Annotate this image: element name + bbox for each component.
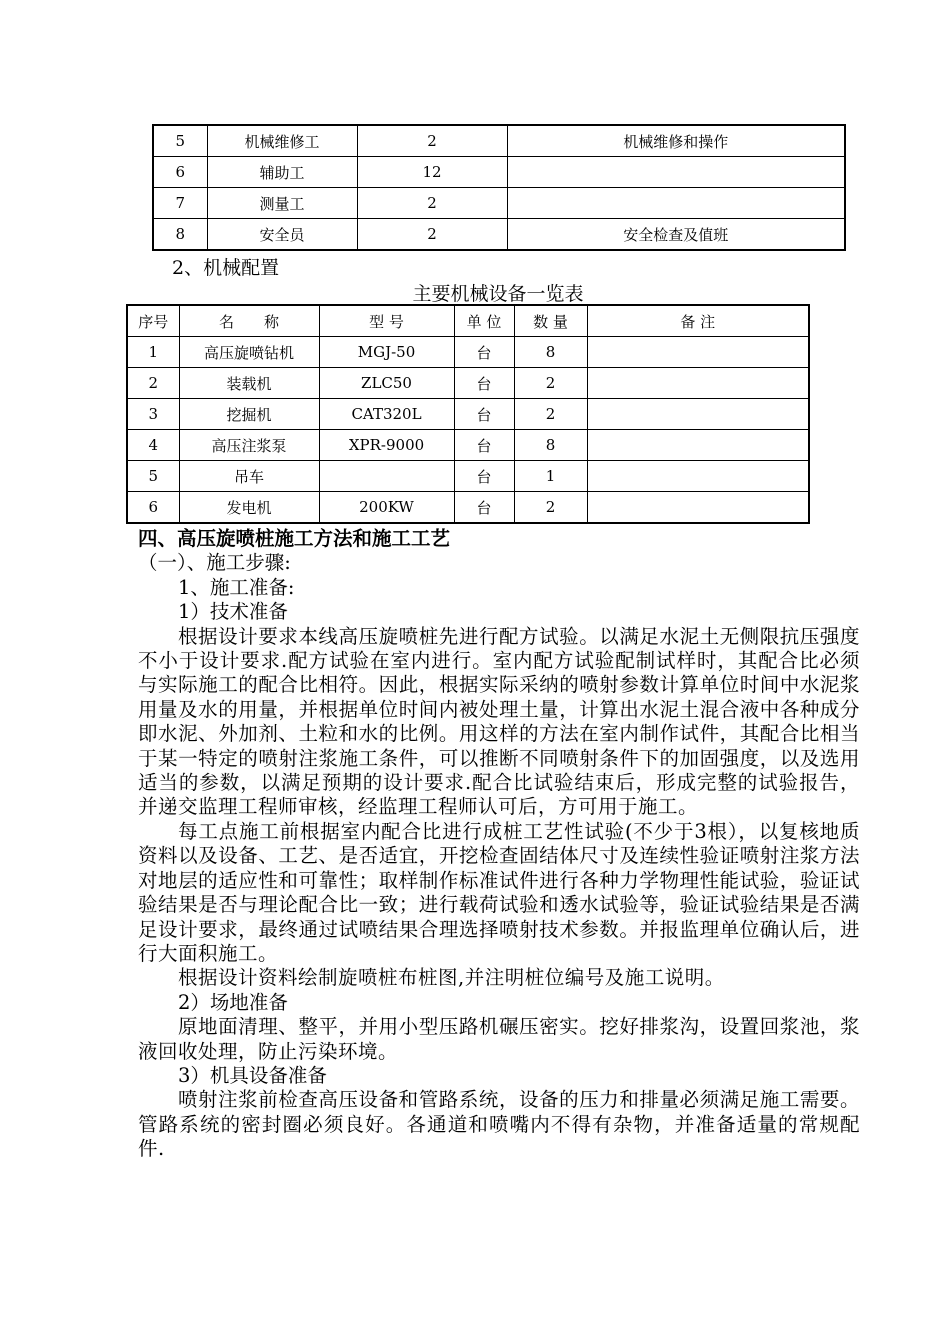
table-cell: 辅助工 <box>207 157 357 188</box>
table-cell: 1 <box>514 461 587 492</box>
site-prep-paragraph: 原地面清理、整平，并用小型压路机碾压密实。挖好排浆沟，设置回浆池，浆液回收处理，防止污染环境。 <box>138 1015 860 1063</box>
table-cell: ZLC50 <box>319 368 454 399</box>
table-cell: 2 <box>127 368 179 399</box>
table-row <box>153 125 845 157</box>
table-cell: 8 <box>153 219 207 251</box>
table-cell <box>587 430 809 461</box>
table-cell: MGJ-50 <box>319 337 454 368</box>
column-header: 单 位 <box>454 305 514 337</box>
table-cell <box>587 337 809 368</box>
table-cell: 发电机 <box>179 492 319 524</box>
table-cell: 8 <box>514 337 587 368</box>
table-row <box>127 492 809 524</box>
table-header-row <box>127 305 809 337</box>
step-title: 1、施工准备: <box>178 575 295 599</box>
table-cell: 2 <box>514 399 587 430</box>
table-cell: 台 <box>454 461 514 492</box>
table-cell: 2 <box>514 368 587 399</box>
table-cell: 安全员 <box>207 219 357 251</box>
table-row <box>153 219 845 251</box>
table-cell <box>507 157 845 188</box>
table-cell: 6 <box>127 492 179 524</box>
table-cell: 挖掘机 <box>179 399 319 430</box>
column-header: 名 称 <box>179 305 319 337</box>
table-row <box>127 430 809 461</box>
table-cell: 2 <box>514 492 587 524</box>
table-cell <box>587 399 809 430</box>
table-cell: 5 <box>153 125 207 157</box>
table-cell: 7 <box>153 188 207 219</box>
table-cell: 6 <box>153 157 207 188</box>
table-cell: 2 <box>357 125 507 157</box>
machinery-heading: 2、机械配置 <box>172 257 280 279</box>
table-cell: 3 <box>127 399 179 430</box>
machinery-table <box>126 304 810 524</box>
table-cell: 测量工 <box>207 188 357 219</box>
tech-prep-paragraph-2: 每工点施工前根据室内配合比进行成桩工艺性试验(不少于3根），以复核地质资料以及设备、工艺、是否适宜，开挖检查固结体尺寸及连续性验证喷射注浆方法对地层的适应性和可靠性；取样制作标准试件进行各种力学物理性能试验，验证试验结果是否与理论配合比一致；进行载荷试验和透水试验等，验证试验结果是否满足设计要求，最终通过试喷结果合理选择喷射技术参数。并报监理单位确认后，进行大面积施工。 <box>138 819 860 965</box>
column-header: 型 号 <box>319 305 454 337</box>
table-cell: 台 <box>454 430 514 461</box>
equipment-prep-title: 3）机具设备准备 <box>178 1063 327 1087</box>
table-cell <box>587 492 809 524</box>
table-row <box>127 368 809 399</box>
table-cell: 台 <box>454 492 514 524</box>
table-cell: 5 <box>127 461 179 492</box>
table-row <box>127 461 809 492</box>
table-row <box>127 337 809 368</box>
tech-prep-paragraph-1: 根据设计要求本线高压旋喷桩先进行配方试验。以满足水泥土无侧限抗压强度不小于设计要求.配方试验在室内进行。室内配方试验配制试样时，其配合比必须与实际施工的配合比相符。因此，根据实际采纳的喷射参数计算单位时间中水泥浆用量及水的用量，并根据单位时间内被处理土量，计算出水泥土混合液中各种成分即水泥、外加剂、土粒和水的比例。用这样的方法在室内制作试件，其配合比相当于某一特定的喷射注浆施工条件，可以推断不同喷射条件下的加固强度，以及选用适当的参数，以满足预期的设计要求.配合比试验结束后，形成完整的试验报告，并递交监理工程师审核，经监理工程师认可后，方可用于施工。 <box>138 624 860 819</box>
table-cell: 12 <box>357 157 507 188</box>
section-body <box>138 527 860 1162</box>
subsection-title: （一）、施工步骤: <box>138 551 291 575</box>
table-cell: 2 <box>357 188 507 219</box>
table-cell <box>587 368 809 399</box>
table-cell: 装载机 <box>179 368 319 399</box>
table-cell: 台 <box>454 337 514 368</box>
table-cell: 1 <box>127 337 179 368</box>
table-cell: 高压旋喷钻机 <box>179 337 319 368</box>
table-cell: 8 <box>514 430 587 461</box>
table-cell: 吊车 <box>179 461 319 492</box>
table-cell: 机械维修和操作 <box>507 125 845 157</box>
table-cell: 安全检查及值班 <box>507 219 845 251</box>
column-header: 备 注 <box>587 305 809 337</box>
table-cell: 台 <box>454 368 514 399</box>
staff-table <box>152 124 846 251</box>
table-cell <box>507 188 845 219</box>
machinery-table-caption: 主要机械设备一览表 <box>412 283 584 305</box>
table-cell: 机械维修工 <box>207 125 357 157</box>
table-cell: XPR-9000 <box>319 430 454 461</box>
tech-prep-title: 1）技术准备 <box>178 600 288 624</box>
table-row <box>127 399 809 430</box>
table-cell: 2 <box>357 219 507 251</box>
table-row <box>153 157 845 188</box>
table-cell <box>319 461 454 492</box>
column-header: 序号 <box>127 305 179 337</box>
table-cell <box>587 461 809 492</box>
table-row <box>153 188 845 219</box>
tech-prep-paragraph-3: 根据设计资料绘制旋喷桩布桩图,并注明桩位编号及施工说明。 <box>178 966 725 990</box>
site-prep-title: 2）场地准备 <box>178 990 288 1014</box>
table-cell: 200KW <box>319 492 454 524</box>
table-cell: CAT320L <box>319 399 454 430</box>
section-title: 四、高压旋喷桩施工方法和施工工艺 <box>138 527 451 550</box>
table-cell: 台 <box>454 399 514 430</box>
table-cell: 高压注浆泵 <box>179 430 319 461</box>
equipment-prep-paragraph: 喷射注浆前检查高压设备和管路系统，设备的压力和排量必须满足施工需要。管路系统的密封圈必须良好。各通道和喷嘴内不得有杂物，并准备适量的常规配件. <box>138 1088 860 1161</box>
table-cell: 4 <box>127 430 179 461</box>
column-header: 数 量 <box>514 305 587 337</box>
